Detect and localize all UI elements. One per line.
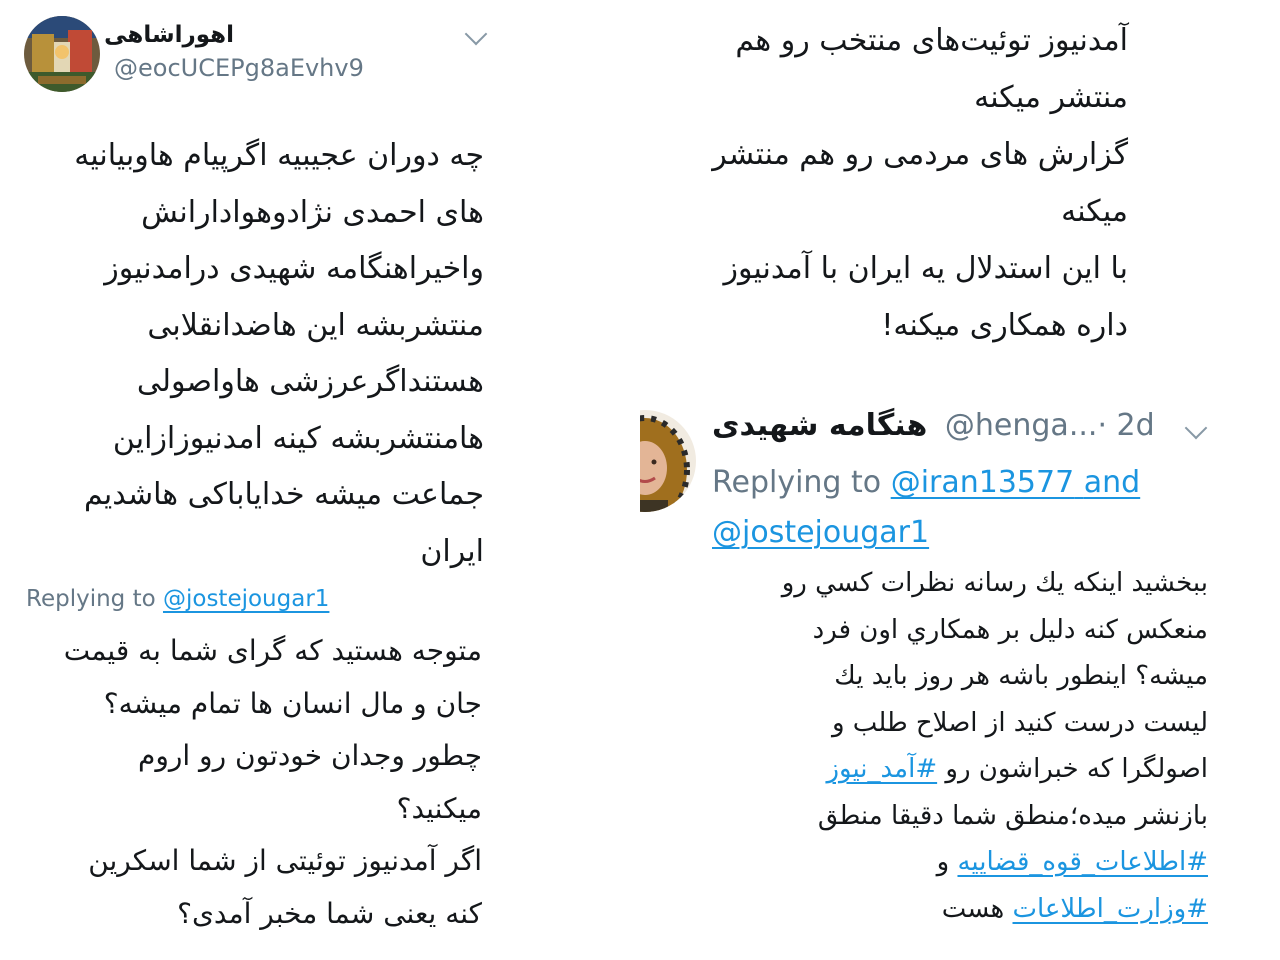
- tweet-line: چه دوران عجیبیه اگرپیام هاوبیانیه: [74, 138, 484, 173]
- tweet-line: ایران: [420, 533, 484, 569]
- reply-line: چطور وجدان خودتون رو اروم: [138, 739, 482, 772]
- tweet-line: داره همکاری میکنه!: [881, 308, 1128, 343]
- replying-to: [26, 586, 329, 612]
- user-handle: @henga...: [944, 408, 1098, 443]
- hashtag-link[interactable]: #وزارت_اطلاعات: [1012, 893, 1208, 924]
- mention-link[interactable]: @jostejougar1: [712, 515, 930, 550]
- tweet-line: های احمدی نژادوهوادارانش: [141, 194, 484, 230]
- tweet-line: جماعت میشه خدایاباکی هاشدیم: [83, 477, 484, 512]
- mention-link[interactable]: @jostejougar1: [162, 586, 330, 612]
- reply-line: [720, 839, 1208, 886]
- replying-prefix: Replying to: [26, 586, 156, 612]
- tweet-line: آمدنیوز توئیت‌های منتخب رو هم: [735, 23, 1128, 58]
- hashtag-link[interactable]: #اطلاعات_قوه_قضاییه: [957, 847, 1208, 877]
- tweet-header: [712, 408, 1155, 443]
- tweet-line: منتشر میکنه: [974, 80, 1128, 115]
- reply-text: اصولگرا كه خبراشون رو: [945, 754, 1208, 784]
- top-tweet-body: [660, 12, 1128, 354]
- tweet-line: منتشربشه این هاضدانقلابی: [147, 307, 484, 343]
- tweet-line: میکنه: [1061, 194, 1128, 229]
- tweet-line: با این استدلال یه ایران با آمدنیوز: [723, 251, 1128, 286]
- tweet-line: گزارش های مردمی رو هم منتشر: [712, 137, 1128, 172]
- tweet-body: [20, 128, 484, 580]
- chevron-down-icon[interactable]: [1185, 417, 1208, 440]
- right-column: [640, 0, 1280, 960]
- reply-line: میکنید؟: [396, 791, 482, 825]
- reply-line: [720, 886, 1208, 933]
- tweet-line: واخیراهنگامه شهیدی درامدنیوز: [104, 251, 484, 286]
- user-handle: @eocUCEPg8aEvhv9: [114, 54, 364, 82]
- tweet-line: هستنداگرعرزشی هاواصولی: [136, 364, 484, 399]
- reply-text: هست: [941, 893, 1005, 924]
- mention-link[interactable]: @iran13577 and: [890, 465, 1141, 500]
- reply-text: و: [936, 847, 950, 877]
- reply-line: بازنشر ميده؛منطق شما دقيقا منطق: [817, 800, 1208, 831]
- reply-line: ببخشيد اينكه يك رسانه نظرات كسي رو: [781, 568, 1208, 598]
- tweet-line: هامنتشربشه کینه امدنیوزازاین: [112, 420, 484, 456]
- reply-line: کنه یعنی شما مخبر آمدی؟: [177, 896, 482, 930]
- reply-line: ميشه؟ اينطور باشه هر روز بايد يك: [834, 661, 1208, 691]
- reply-line: منعكس كنه دليل بر همكاري اون فرد: [812, 614, 1208, 645]
- reply-line: ليست درست كنيد از اصلاح طلب و: [831, 707, 1208, 738]
- chevron-down-icon[interactable]: [465, 23, 488, 46]
- reply-line: اگر آمدنیوز توئیتی از شما اسکرین: [88, 844, 482, 877]
- reply-body: [20, 625, 482, 940]
- reply-body: [720, 560, 1208, 932]
- reply-line: جان و مال انسان ها تمام میشه؟: [103, 686, 482, 720]
- reply-line: [720, 746, 1208, 793]
- display-name[interactable]: اهوراشاهی: [104, 22, 234, 48]
- user-avatar[interactable]: [640, 410, 696, 512]
- replying-to: [712, 458, 1212, 558]
- hashtag-link[interactable]: #آمد_نیوز: [826, 754, 938, 784]
- display-name[interactable]: هنگامه شهیدی: [712, 408, 928, 443]
- tweet-time[interactable]: · 2d: [1097, 408, 1155, 443]
- user-avatar[interactable]: [24, 16, 100, 92]
- replying-prefix: Replying to: [712, 465, 882, 500]
- reply-line: متوجه هستید که گرای شما به قیمت: [63, 634, 482, 667]
